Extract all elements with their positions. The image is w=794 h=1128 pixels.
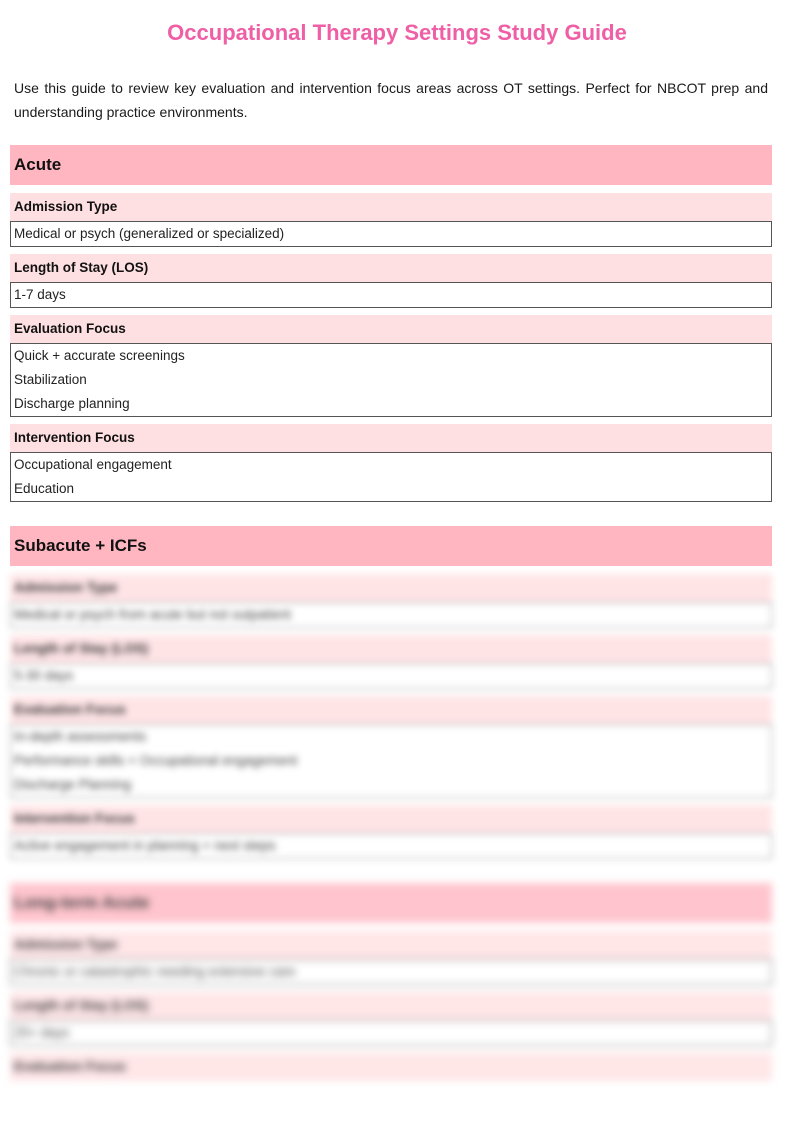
length-of-stay-box xyxy=(10,1020,772,1046)
evaluation-focus-item: In-depth assessments xyxy=(14,729,147,744)
intervention-focus-item: Occupational engagement xyxy=(14,457,172,472)
section-header: Subacute + ICFs xyxy=(10,526,772,566)
intervention-focus-item: Education xyxy=(14,481,75,496)
length-of-stay-label: Length of Stay (LOS) xyxy=(10,992,772,1020)
section-header: Long-term Acute xyxy=(10,883,772,923)
admission-type-box xyxy=(10,602,772,628)
section-long-term-acute xyxy=(10,883,772,1081)
admission-type-label: Admission Type xyxy=(10,574,772,602)
length-of-stay-label: Length of Stay (LOS) xyxy=(10,254,772,282)
evaluation-focus-label: Evaluation Focus xyxy=(10,696,772,724)
intervention-focus-label: Intervention Focus xyxy=(10,805,772,833)
length-of-stay-box xyxy=(10,663,772,689)
admission-type-value: Chronic or catastrophic needing extensive care xyxy=(14,964,296,979)
evaluation-focus-item: Quick + accurate screenings xyxy=(14,348,185,363)
intro-paragraph: Use this guide to review key evaluation and intervention focus areas across OT settings. Perfect for NBCOT prep and understanding practice environments. xyxy=(14,80,768,120)
admission-type-value: Medical or psych (generalized or specialized) xyxy=(14,226,285,241)
length-of-stay-value: 1-7 days xyxy=(14,287,66,302)
blurred-preview xyxy=(10,574,772,859)
intervention-focus-label: Intervention Focus xyxy=(10,424,772,452)
evaluation-focus-label: Evaluation Focus xyxy=(10,315,772,343)
length-of-stay-label: Length of Stay (LOS) xyxy=(10,635,772,663)
section-acute xyxy=(10,145,772,509)
length-of-stay-value: 25+ days xyxy=(14,1025,70,1040)
length-of-stay-value: 5-30 days xyxy=(14,668,74,683)
evaluation-focus-label: Evaluation Focus xyxy=(10,1053,772,1081)
length-of-stay-box xyxy=(10,282,772,308)
evaluation-focus-item: Performance skills + Occupational engagement xyxy=(14,753,298,768)
page-title: Occupational Therapy Settings Study Guide xyxy=(167,20,627,45)
admission-type-label: Admission Type xyxy=(10,931,772,959)
intervention-focus-item: Active engagement in planning + next steps xyxy=(14,838,276,853)
admission-type-label: Admission Type xyxy=(10,193,772,221)
intervention-focus-box xyxy=(10,452,772,502)
admission-type-box xyxy=(10,959,772,985)
intervention-focus-box xyxy=(10,833,772,859)
evaluation-focus-box xyxy=(10,343,772,417)
evaluation-focus-item: Discharge planning xyxy=(14,396,130,411)
admission-type-box xyxy=(10,221,772,247)
section-header: Acute xyxy=(10,145,772,185)
evaluation-focus-item: Stabilization xyxy=(14,372,87,387)
admission-type-value: Medical or psych from acute but not outpatient xyxy=(14,607,291,622)
evaluation-focus-item: Discharge Planning xyxy=(14,777,132,792)
section-subacute-icfs xyxy=(10,526,772,866)
evaluation-focus-box xyxy=(10,724,772,798)
